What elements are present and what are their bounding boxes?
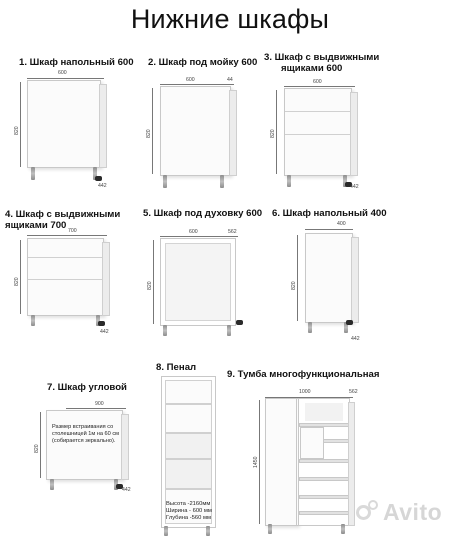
cabinet-foot — [95, 176, 102, 181]
cabinet-leg — [308, 322, 312, 333]
cabinet-leg — [287, 175, 291, 187]
cabinet-7-width: 900 — [95, 401, 104, 407]
cabinet-2-depth: 44 — [227, 77, 233, 83]
cabinet-8-spec-width: Ширина - 600 мм — [166, 508, 212, 514]
penal-top-door — [165, 380, 212, 404]
cabinet-foot — [98, 321, 105, 326]
cabinet-7-note-line3: (собирается зеркально). — [52, 438, 116, 444]
cabinet-leg — [220, 175, 224, 188]
dimension-line — [20, 82, 21, 167]
cabinet-leg — [163, 175, 167, 188]
dimension-line — [66, 408, 126, 409]
cabinet-leg — [227, 325, 231, 336]
cabinet-leg — [206, 526, 210, 536]
cabinet-leg — [31, 167, 35, 180]
drawer-line — [28, 279, 103, 280]
cabinet-8-spec-depth: Глубина -560 мм — [166, 515, 211, 521]
cabinet-4-caption-line1: 4. Шкаф с выдвижными — [5, 209, 121, 220]
cabinet-4-caption-line2: ящиками 700 — [5, 220, 67, 231]
cabinet-4-depth: 442 — [100, 329, 109, 335]
penal-oven-niche — [165, 459, 212, 489]
cabinet-foot — [346, 320, 353, 325]
cabinet-side — [99, 84, 107, 168]
cabinet-foot — [236, 320, 243, 325]
penal-upper-door — [165, 404, 212, 433]
cabinet-2-height: 820 — [146, 129, 152, 138]
dimension-line — [27, 78, 104, 79]
cabinet-side — [351, 237, 359, 323]
cabinet-3-body — [284, 88, 352, 176]
dimension-line — [40, 412, 41, 478]
cabinet-3-caption-line1: 3. Шкаф с выдвижными — [264, 52, 380, 63]
cabinet-6-caption: 6. Шкаф напольный 400 — [272, 208, 387, 219]
cabinet-5-height: 820 — [147, 281, 153, 290]
cabinet-2-width: 600 — [186, 77, 195, 83]
dimension-line — [297, 235, 298, 321]
cabinet-5-width: 600 — [189, 229, 198, 235]
cabinet-leg — [268, 524, 272, 534]
cabinet-9-width: 1000 — [299, 389, 311, 395]
cabinet-9-depth: 562 — [349, 389, 358, 395]
cabinet-6-height: 820 — [291, 281, 297, 290]
cabinet-7-caption: 7. Шкаф угловой — [47, 382, 127, 393]
dimension-line — [153, 240, 154, 324]
dimension-line — [259, 400, 260, 524]
cabinet-3-depth: 442 — [350, 184, 359, 190]
cabinet-7-note-line2: столешницей 1м на 60 см — [52, 431, 119, 437]
dimension-line — [284, 86, 355, 87]
avito-watermark-text: Avito — [383, 499, 443, 525]
cabinet-4-body — [27, 238, 104, 316]
cabinet-side — [102, 242, 110, 316]
shelf — [299, 477, 349, 481]
cabinet-side — [350, 92, 358, 176]
cabinet-9-left-door — [265, 398, 298, 526]
cabinet-4-width: 700 — [68, 228, 77, 234]
cabinet-1-height: 820 — [14, 126, 20, 135]
dimension-line — [160, 84, 234, 85]
cabinet-7-height: 820 — [34, 444, 40, 453]
cabinet-5-depth: 562 — [228, 229, 237, 235]
cabinet-9-caption: 9. Тумба многофункциональная — [227, 369, 380, 380]
cabinet-7-note-line1: Размер встраивания со — [52, 424, 114, 430]
cabinet-7-body — [46, 410, 123, 480]
cabinet-6-body — [305, 233, 353, 323]
cabinet-5-body — [160, 238, 236, 326]
page-title: Нижние шкафы — [130, 4, 330, 34]
oven-niche — [165, 243, 231, 321]
dimension-line — [305, 229, 353, 230]
cabinet-8-spec-height: Высота -2160мм — [166, 501, 211, 507]
dimension-line — [276, 90, 277, 174]
cabinet-7-depth: 442 — [122, 487, 131, 493]
cabinet-leg — [50, 479, 54, 490]
cabinet-2-body — [160, 86, 231, 176]
cabinet-9-height: 1450 — [253, 456, 259, 468]
shelf — [323, 439, 349, 443]
cabinet-8-caption: 8. Пенал — [156, 362, 197, 373]
dimension-line — [27, 235, 107, 236]
cabinet-1-depth: 442 — [98, 183, 107, 189]
penal-microwave-niche — [165, 433, 212, 459]
shelf — [299, 459, 349, 463]
open-shelf — [305, 403, 343, 421]
drawer-line — [285, 134, 351, 135]
cabinet-side — [348, 402, 355, 526]
cabinet-leg — [31, 315, 35, 326]
drawer-line — [28, 257, 103, 258]
cabinet-9-right-section — [298, 398, 350, 526]
cabinet-leg — [341, 524, 345, 534]
cabinet-3-caption-line2: ящиками 600 — [281, 63, 343, 74]
cabinet-2-caption: 2. Шкаф под мойку 600 — [148, 57, 258, 68]
cabinet-side — [229, 90, 237, 176]
cabinet-5-caption: 5. Шкаф под духовку 600 — [143, 208, 263, 219]
cabinet-6-depth: 442 — [351, 336, 360, 342]
cabinet-3-height: 820 — [270, 129, 276, 138]
cabinet-1-width: 600 — [58, 70, 67, 76]
shelf — [299, 495, 349, 499]
cabinet-6-width: 400 — [337, 221, 346, 227]
dimension-line — [20, 240, 21, 314]
dimension-line — [160, 236, 238, 237]
cabinet-leg — [163, 325, 167, 336]
cabinet-4-height: 820 — [14, 277, 20, 286]
avito-logo-icon — [368, 500, 378, 510]
cabinet-3-width: 600 — [313, 79, 322, 85]
cabinet-9-small-door — [300, 427, 324, 459]
drawer-line — [285, 111, 351, 112]
cabinet-1-body — [27, 80, 101, 168]
dimension-line — [152, 88, 153, 174]
cabinet-side — [121, 414, 129, 480]
shelf — [299, 511, 349, 515]
cabinet-leg — [164, 526, 168, 536]
cabinet-1-caption: 1. Шкаф напольный 600 — [19, 57, 134, 68]
